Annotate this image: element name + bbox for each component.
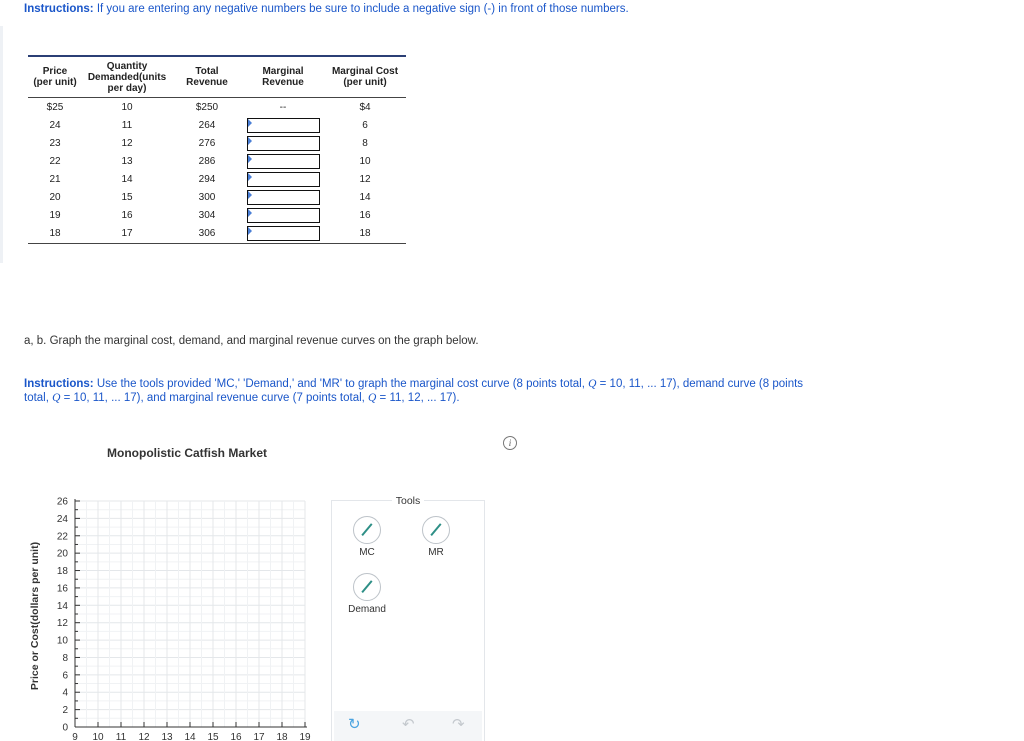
cell-marginal-cost: 14 xyxy=(359,191,371,203)
instructions-label: Instructions: xyxy=(24,3,94,15)
line-tool-icon xyxy=(353,573,381,601)
marginal-revenue-input[interactable] xyxy=(247,190,320,205)
y-tick-label: 22 xyxy=(56,531,68,543)
mc-tool-button[interactable] xyxy=(337,516,397,558)
graph-area[interactable] xyxy=(0,490,330,741)
y-axis-label: Price or Cost(dollars per unit) xyxy=(29,541,41,691)
cell-marginal-cost: 10 xyxy=(359,155,371,167)
q-variable: Q xyxy=(52,392,61,404)
header-price: Price (per unit) xyxy=(28,56,82,98)
table-row xyxy=(28,224,406,244)
cell-total-revenue: 286 xyxy=(198,155,216,167)
cell-total-revenue: 304 xyxy=(198,209,216,221)
cell-quantity: 15 xyxy=(121,191,133,203)
cell-quantity: 14 xyxy=(121,173,133,185)
cell-price: 21 xyxy=(49,173,61,185)
table-header-row xyxy=(28,56,406,98)
graph-instructions-part4: = 11, 12, ... 17). xyxy=(376,392,460,404)
input-marker-icon xyxy=(248,119,252,127)
x-tick-label: 15 xyxy=(207,732,219,741)
revenue-cost-table xyxy=(28,55,406,244)
cell-total-revenue: 264 xyxy=(198,119,216,131)
x-tick-label: 18 xyxy=(276,732,288,741)
cell-total-revenue: 300 xyxy=(198,191,216,203)
instructions-body: If you are entering any negative numbers be sure to include a negative sign (-) in front of those numbers. xyxy=(93,3,629,15)
table-row xyxy=(28,170,406,188)
header-marginal-revenue: Marginal Revenue xyxy=(242,56,324,98)
input-marker-icon xyxy=(248,173,252,181)
y-tick-label: 0 xyxy=(62,722,68,734)
input-marker-icon xyxy=(248,191,252,199)
y-tick-label: 26 xyxy=(56,496,68,508)
x-tick-label: 16 xyxy=(230,732,242,741)
x-tick-label: 13 xyxy=(161,732,173,741)
cell-marginal-revenue xyxy=(242,152,324,170)
y-tick-label: 20 xyxy=(56,548,68,560)
y-tick-label: 14 xyxy=(56,600,68,612)
y-tick-label: 6 xyxy=(62,670,68,682)
line-tool-icon xyxy=(422,516,450,544)
question-a-b: a, b. Graph the marginal cost, demand, and marginal revenue curves on the graph below. xyxy=(24,335,479,347)
x-tick-label: 10 xyxy=(92,732,104,741)
marginal-revenue-input[interactable] xyxy=(247,136,320,151)
cell-marginal-revenue xyxy=(242,224,324,244)
table-row xyxy=(28,116,406,134)
input-marker-icon xyxy=(248,155,252,163)
cell-price: 22 xyxy=(49,155,61,167)
line-tool-icon xyxy=(353,516,381,544)
cell-quantity: 13 xyxy=(121,155,133,167)
graph-instructions-part2: = 10, 11, ... 17), demand curve (8 points total, xyxy=(24,378,804,404)
reset-icon[interactable]: ↻ xyxy=(348,716,361,733)
cell-marginal-revenue xyxy=(242,206,324,224)
y-tick-label: 24 xyxy=(56,513,68,525)
marginal-revenue-input[interactable] xyxy=(247,118,320,133)
cell-price: $25 xyxy=(46,101,64,113)
x-tick-label: 17 xyxy=(253,732,265,741)
table-row xyxy=(28,188,406,206)
undo-icon[interactable]: ↶ xyxy=(402,716,415,733)
cell-marginal-revenue: -- xyxy=(279,101,287,113)
y-tick-label: 16 xyxy=(56,583,68,595)
y-tick-label: 18 xyxy=(56,566,68,578)
cell-marginal-cost: 18 xyxy=(324,224,406,244)
cell-price: 20 xyxy=(49,191,61,203)
left-scroll-indicator xyxy=(0,26,3,263)
cell-quantity: 11 xyxy=(121,119,133,131)
cell-quantity: 10 xyxy=(121,101,133,113)
demand-tool-label: Demand xyxy=(348,604,386,615)
x-tick-label: 11 xyxy=(115,732,127,741)
cell-marginal-cost: 6 xyxy=(362,119,368,131)
table-row xyxy=(28,98,406,117)
graph-instructions-part1: Use the tools provided 'MC,' 'Demand,' and 'MR' to graph the marginal cost curve (8 points total, xyxy=(93,378,589,390)
tools-action-bar xyxy=(334,711,482,741)
marginal-revenue-input[interactable] xyxy=(247,226,320,241)
input-marker-icon xyxy=(248,209,252,217)
cell-marginal-cost: 8 xyxy=(362,137,368,149)
redo-icon[interactable]: ↷ xyxy=(452,716,465,733)
table-row xyxy=(28,134,406,152)
cell-total-revenue: 294 xyxy=(198,173,216,185)
y-tick-label: 8 xyxy=(62,652,68,664)
cell-marginal-cost: 12 xyxy=(359,173,371,185)
header-total-revenue: Total Revenue xyxy=(172,56,242,98)
tools-panel xyxy=(331,495,485,741)
y-tick-label: 12 xyxy=(56,618,68,630)
q-variable: Q xyxy=(588,378,597,390)
tools-title: Tools xyxy=(332,495,484,507)
input-marker-icon xyxy=(248,137,252,145)
cell-price: 19 xyxy=(49,209,61,221)
header-marginal-cost: Marginal Cost (per unit) xyxy=(324,56,406,98)
cell-total-revenue: $250 xyxy=(195,101,219,113)
mc-tool-label: MC xyxy=(359,547,375,558)
instructions-text xyxy=(24,3,629,15)
graph-instructions xyxy=(24,377,804,405)
cell-marginal-revenue xyxy=(242,170,324,188)
demand-tool-button[interactable] xyxy=(337,573,397,615)
cell-marginal-revenue xyxy=(242,116,324,134)
marginal-revenue-input[interactable] xyxy=(247,154,320,169)
x-tick-label: 9 xyxy=(72,732,78,741)
cell-marginal-cost: 16 xyxy=(359,209,371,221)
header-quantity: Quantity Demanded(units per day) xyxy=(82,56,172,98)
input-marker-icon xyxy=(248,227,252,235)
graph-instructions-label: Instructions: xyxy=(24,378,94,390)
cell-quantity: 17 xyxy=(82,224,172,244)
cell-price: 24 xyxy=(49,119,61,131)
cell-quantity: 12 xyxy=(121,137,133,149)
cell-price: 18 xyxy=(28,224,82,244)
cell-total-revenue: 276 xyxy=(198,137,216,149)
cell-price: 23 xyxy=(49,137,61,149)
marginal-revenue-input[interactable] xyxy=(247,172,320,187)
chart-title: Monopolistic Catfish Market xyxy=(107,446,268,460)
graph-instructions-part3: = 10, 11, ... 17), and marginal revenue curve (7 points total, xyxy=(60,392,369,404)
mr-tool-label: MR xyxy=(428,547,444,558)
info-icon[interactable]: i xyxy=(503,436,517,450)
y-tick-label: 4 xyxy=(62,687,68,699)
x-tick-label: 12 xyxy=(138,732,150,741)
cell-marginal-revenue xyxy=(242,188,324,206)
y-tick-label: 10 xyxy=(56,635,68,647)
marginal-revenue-input[interactable] xyxy=(247,208,320,223)
x-tick-label: 19 xyxy=(299,732,311,741)
q-variable: Q xyxy=(368,392,377,404)
cell-quantity: 16 xyxy=(121,209,133,221)
x-tick-label: 14 xyxy=(184,732,196,741)
cell-marginal-revenue xyxy=(242,134,324,152)
y-tick-label: 2 xyxy=(62,705,68,717)
mr-tool-button[interactable] xyxy=(406,516,466,558)
table-row xyxy=(28,152,406,170)
cell-total-revenue: 306 xyxy=(172,224,242,244)
table-row xyxy=(28,206,406,224)
cell-marginal-cost: $4 xyxy=(359,101,371,113)
